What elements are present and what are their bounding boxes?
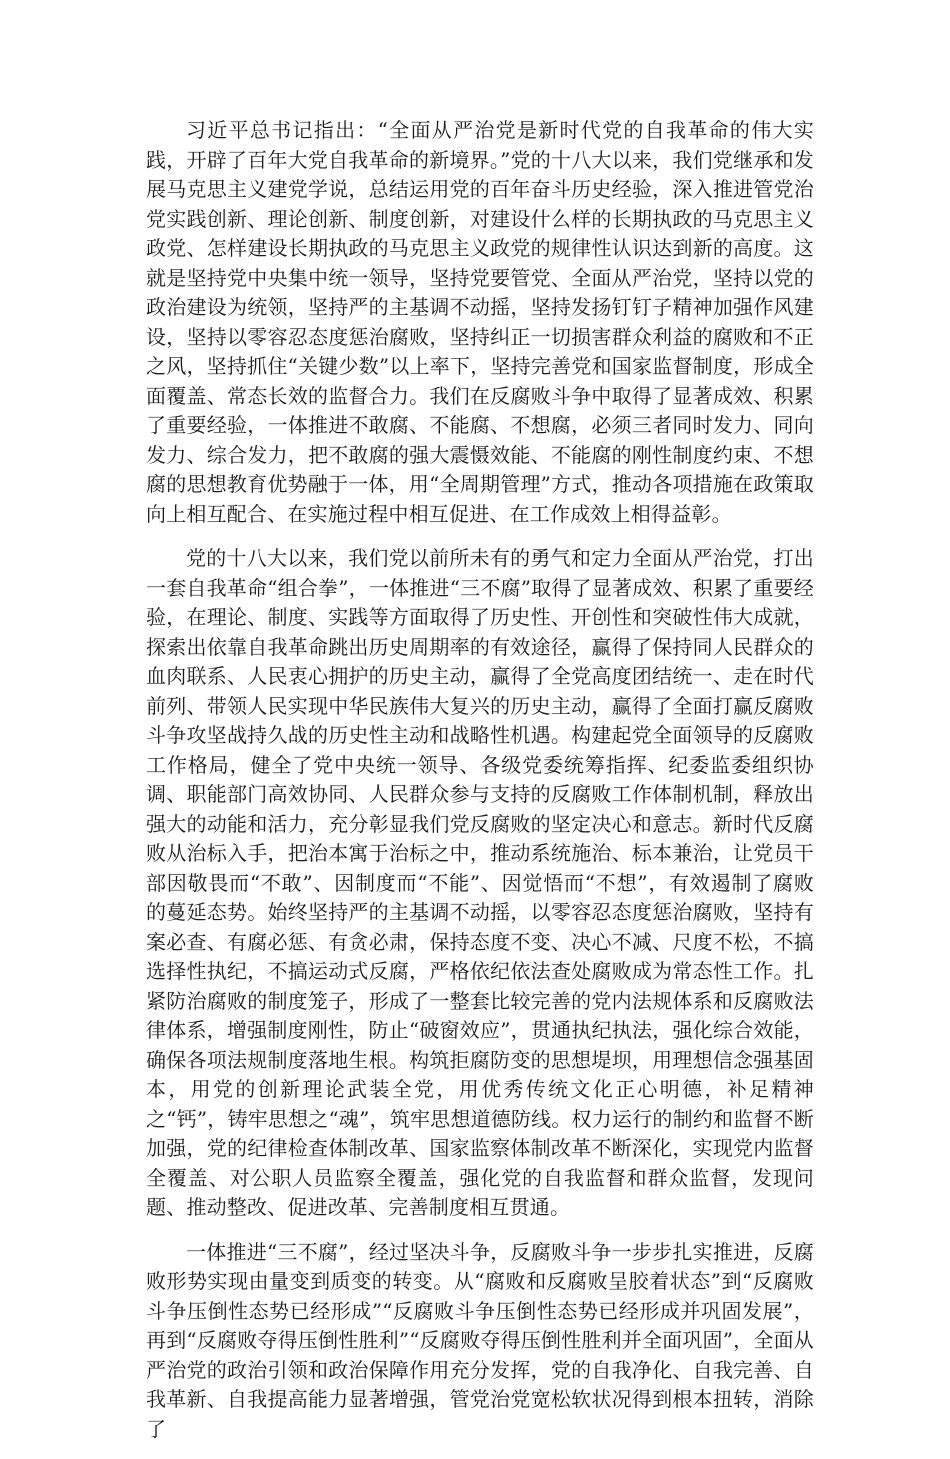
paragraph-2: 党的十八大以来，我们党以前所未有的勇气和定力全面从严治党，打出一套自我革命“组合拳”，一体推进“三不腐”取得了显著成效、积累了重要经验，在理论、制度、实践等方面取得了历史性、开创性和突破性伟大成就，探索出依靠自我革命跳出历史周期率的有效途径，赢得了保持同人民群众的血肉联系、人民衷心拥护的历史主动，赢得了全党高度团结统一、走在时代前列、带领人民实现中华民族伟大复兴的历史主动，赢得了全面打赢反腐败斗争攻坚战持久战的历史性主动和战略性机遇。构建起党全面领导的反腐败工作格局，健全了党中央统一领导、各级党委统筹指挥、纪委监委组织协调、职能部门高效协同、人民群众参与支持的反腐败工作体制机制，释放出强大的动能和活力，充分彰显我们党反腐败的坚定决心和意志。新时代反腐败从治标入手，把治本寓于治标之中，推动系统施治、标本兼治，让党员干部因敬畏而“不敢”、因制度而“不能”、因觉悟而“不想”，有效遏制了腐败的蔓延态势。始终坚持严的主基调不动摇，以零容忍态度惩治腐败，坚持有案必查、有腐必惩、有贪必肃，保持态度不变、决心不减、尺度不松，不搞选择性执纪，不搞运动式反腐，严格依纪依法查处腐败成为常态性工作。扎紧防治腐败的制度笼子，形成了一整套比较完善的党内法规体系和反腐败法律体系，增强制度刚性，防止“破窗效应”，贯通执纪执法，强化综合效能，确保各项法规制度落地生根。构筑拒腐防变的思想堤坝，用理想信念强基固本，用党的创新理论武装全党，用优秀传统文化正心明德，补足精神之“钙”，铸牢思想之“魂”，筑牢思想道德防线。权力运行的制约和监督不断加强，党的纪律检查体制改革、国家监察体制改革不断深化，实现党内监督全覆盖、对公职人员监察全覆盖，强化党的自我监督和群众监督，发现问题、推动整改、促进改革、完善制度相互贯通。 bbox=[146, 546, 814, 1219]
paragraph-3: 一体推进“三不腐”，经过坚决斗争，反腐败斗争一步步扎实推进，反腐败形势实现由量变到质变的转变。从“腐败和反腐败呈胶着状态”到“反腐败斗争压倒性态势已经形成”“反腐败斗争压倒性态势已经形成并巩固发展”，再到“反腐败夺得压倒性胜利”“反腐败夺得压倒性胜利并全面巩固”，全面从严治党的政治引领和政治保障作用充分发挥，党的自我净化、自我完善、自我革新、自我提高能力显著增强，管党治党宽松软状况得到根本扭转，消除了 bbox=[146, 1239, 814, 1441]
paragraph-1: 习近平总书记指出：“全面从严治党是新时代党的自我革命的伟大实践，开辟了百年大党自我革命的新境界。”党的十八大以来，我们党继承和发展马克思主义建党学说，总结运用党的百年奋斗历史经验，深入推进管党治党实践创新、理论创新、制度创新，对建设什么样的长期执政的马克思主义政党、怎样建设长期执政的马克思主义政党的规律性认识达到新的高度。这就是坚持党中央集中统一领导，坚持党要管党、全面从严治党，坚持以党的政治建设为统领，坚持严的主基调不动摇，坚持发扬钉钉子精神加强作风建设，坚持以零容忍态度惩治腐败，坚持纠正一切损害群众利益的腐败和不正之风，坚持抓住“关键少数”以上率下，坚持完善党和国家监督制度，形成全面覆盖、常态长效的监督合力。我们在反腐败斗争中取得了显著成效、积累了重要经验，一体推进不敢腐、不能腐、不想腐，必须三者同时发力、同向发力、综合发力，把不敢腐的强大震慑效能、不能腐的刚性制度约束、不想腐的思想教育优势融于一体，用“全周期管理”方式，推动各项措施在政策取向上相互配合、在实施过程中相互促进、在工作成效上相得益彰。 bbox=[146, 118, 814, 526]
document-page bbox=[146, 116, 814, 1459]
